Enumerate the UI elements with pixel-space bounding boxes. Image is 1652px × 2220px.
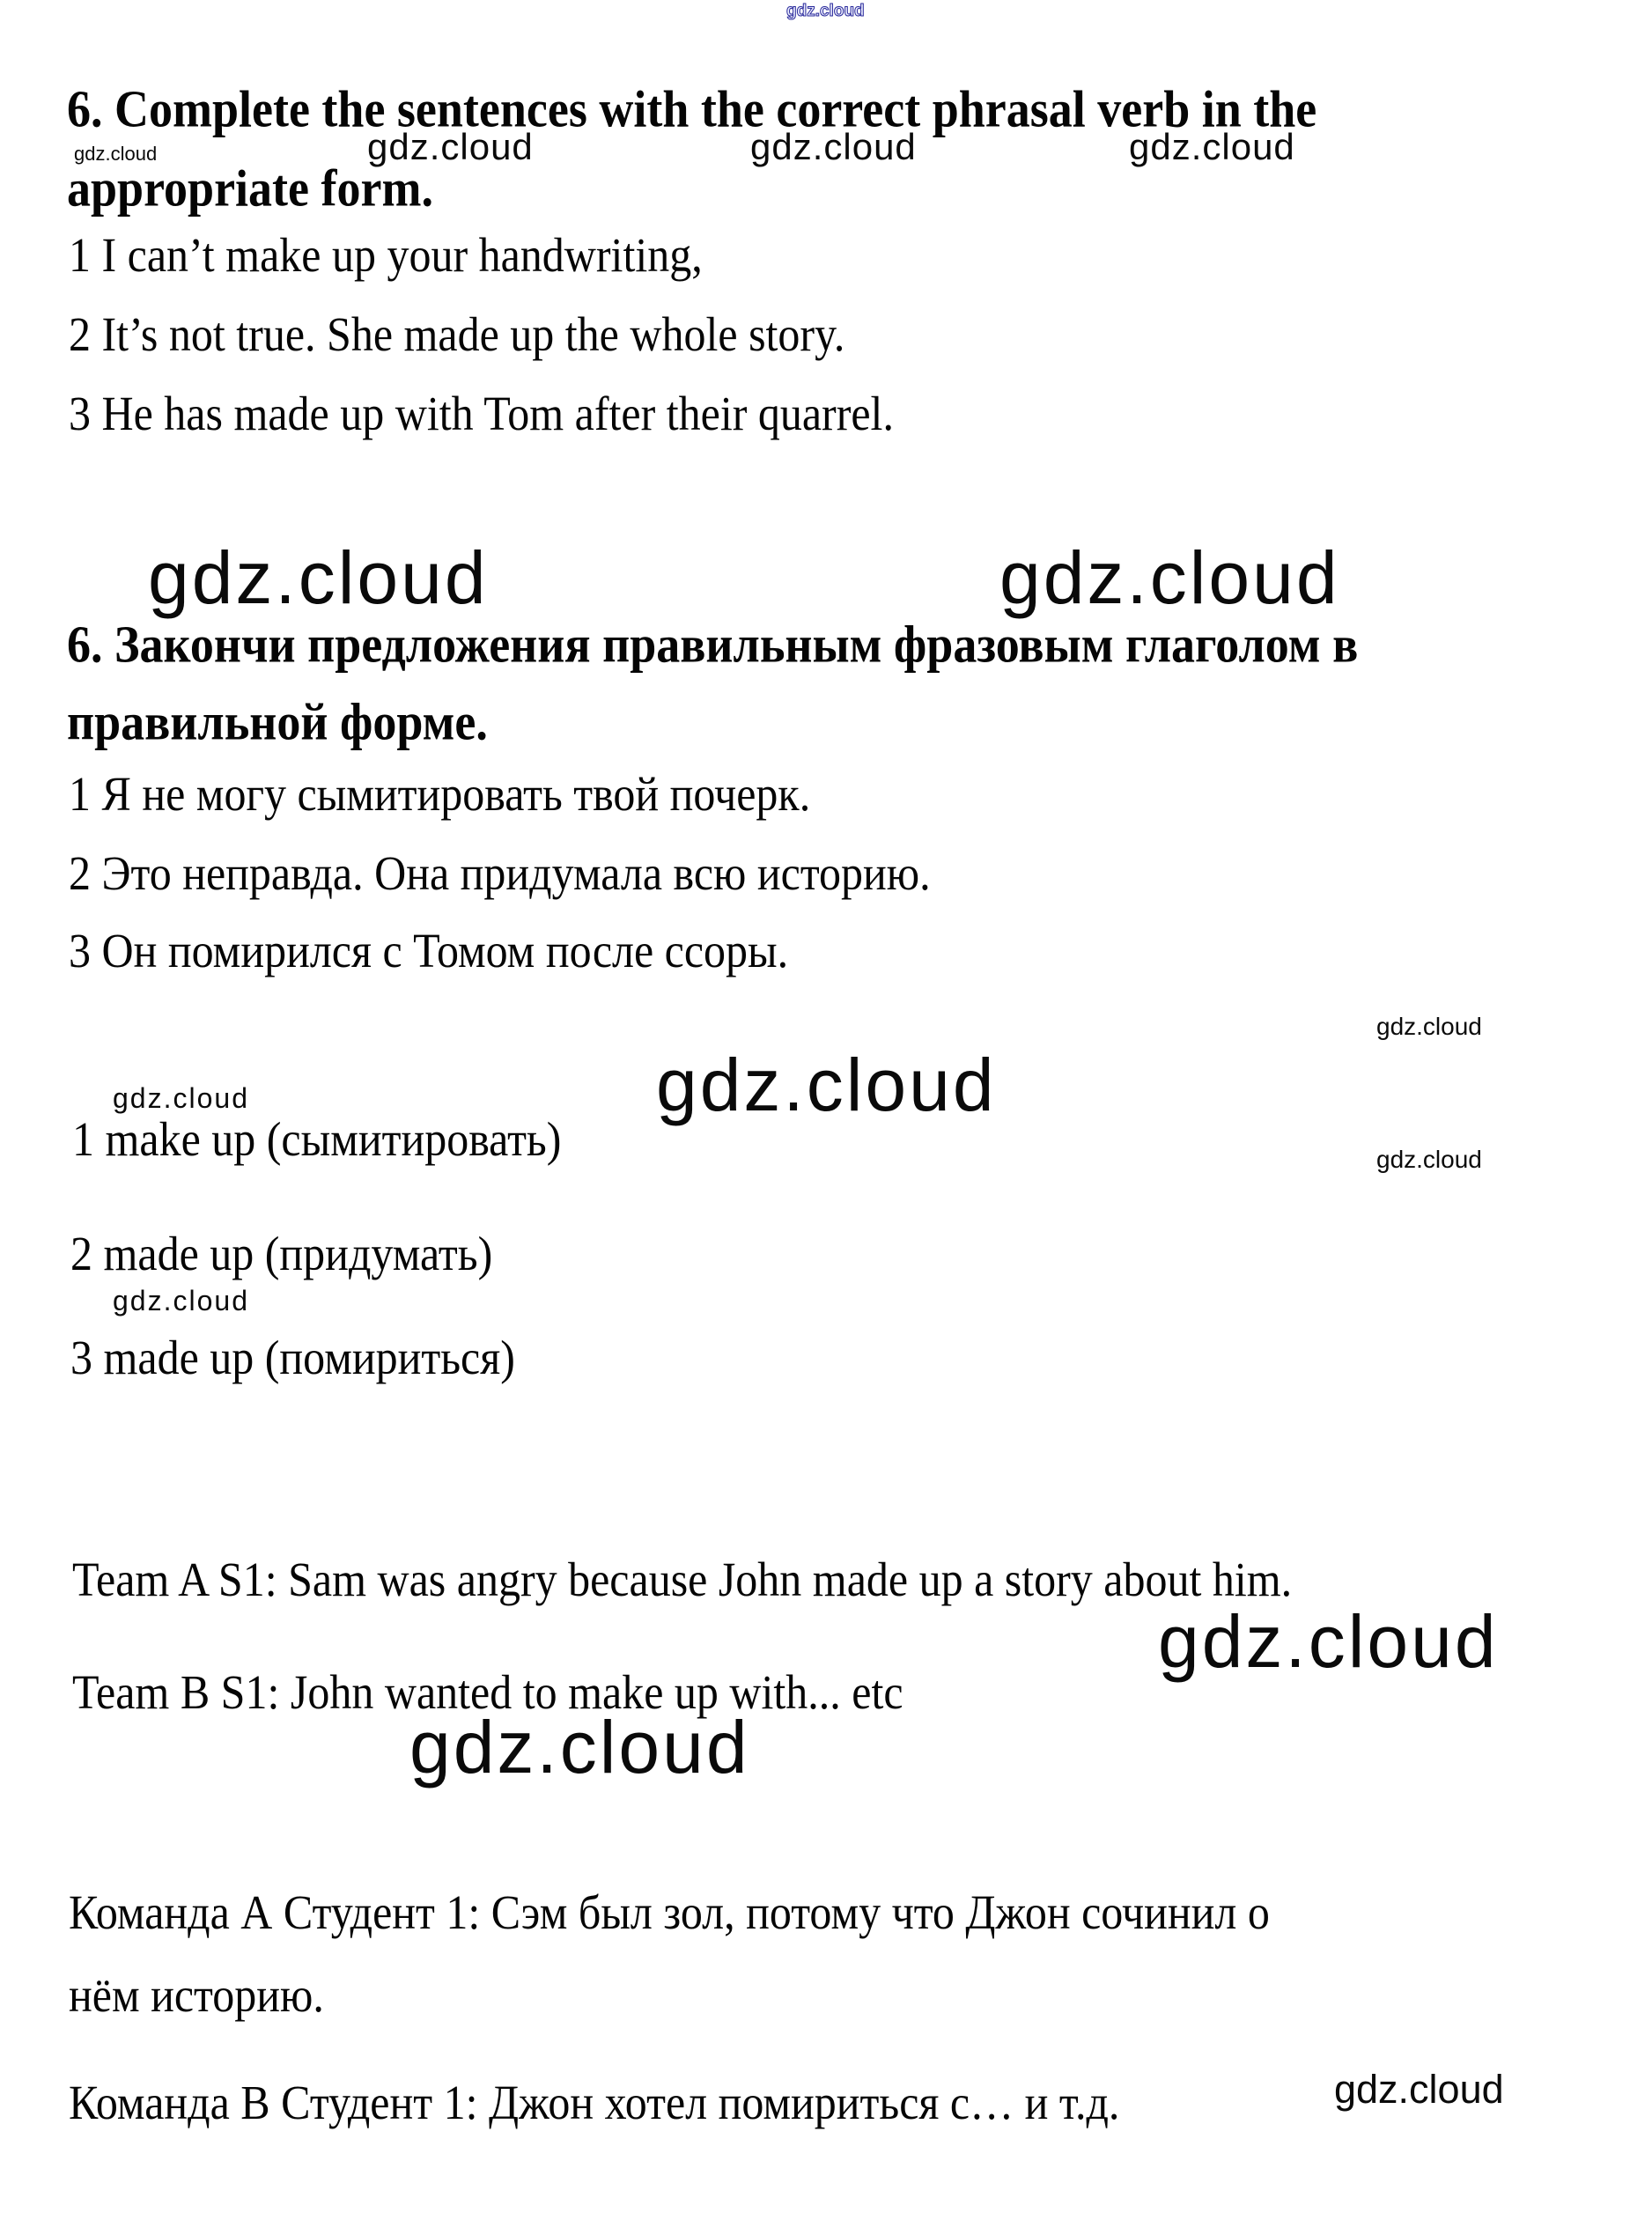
exercise-en-heading-line2: appropriate form.	[67, 159, 433, 218]
dialogue-ru-team-a-line1: Команда А Студент 1: Сэм был зол, потому что Джон сочинил о	[69, 1884, 1270, 1940]
watermark-top-center: gdz.cloud	[786, 2, 865, 20]
watermark-small-left-2: gdz.cloud	[113, 1285, 249, 1317]
vocab-item-3: 3 made up (помириться)	[70, 1330, 515, 1385]
vocab-item-1: 1 make up (сымитировать)	[72, 1111, 562, 1167]
watermark-large-right: gdz.cloud	[999, 536, 1340, 619]
exercise-ru-item-3: 3 Он помирился с Томом после ссоры.	[69, 923, 789, 978]
watermark-large-center: gdz.cloud	[656, 1044, 997, 1126]
vocab-item-2: 2 made up (придумать)	[70, 1226, 493, 1281]
watermark-large-center-2: gdz.cloud	[409, 1706, 750, 1789]
dialogue-ru-team-b: Команда В Студент 1: Джон хотел помириться с… и т.д.	[69, 2075, 1120, 2130]
exercise-ru-heading-line2: правильной форме.	[67, 692, 488, 751]
watermark-bottom-right: gdz.cloud	[1334, 2067, 1504, 2112]
exercise-ru-heading-line1: 6. Закончи предложения правильным фразовым глаголом в	[67, 615, 1359, 674]
dialogue-en-team-b: Team B S1: John wanted to make up with... etc	[72, 1664, 903, 1720]
exercise-ru-item-1: 1 Я не могу сымитировать твой почерк.	[69, 766, 811, 822]
watermark-heading-row-2: gdz.cloud	[750, 126, 917, 167]
watermark-large-left: gdz.cloud	[148, 536, 489, 619]
watermark-large-right-2: gdz.cloud	[1158, 1600, 1499, 1683]
dialogue-en-team-a: Team A S1: Sam was angry because John made up a story about him.	[72, 1552, 1293, 1607]
watermark-top-left-small: gdz.cloud	[74, 143, 158, 165]
dialogue-ru-team-a-line2: нём историю.	[69, 1967, 324, 2023]
exercise-en-item-1: 1 I can’t make up your handwriting,	[69, 227, 703, 283]
exercise-en-heading-line1: 6. Complete the sentences with the correct phrasal verb in the	[67, 79, 1317, 138]
watermark-heading-row-1: gdz.cloud	[367, 126, 534, 167]
watermark-heading-row-3: gdz.cloud	[1129, 126, 1295, 167]
watermark-small-right-1: gdz.cloud	[1376, 1013, 1482, 1040]
exercise-en-item-3: 3 He has made up with Tom after their quarrel.	[69, 386, 894, 441]
exercise-en-item-2: 2 It’s not true. She made up the whole story.	[69, 306, 845, 362]
watermark-small-right-2: gdz.cloud	[1376, 1146, 1482, 1173]
exercise-ru-item-2: 2 Это неправда. Она придумала всю историю.	[69, 845, 931, 901]
watermark-small-left-1: gdz.cloud	[113, 1082, 249, 1114]
